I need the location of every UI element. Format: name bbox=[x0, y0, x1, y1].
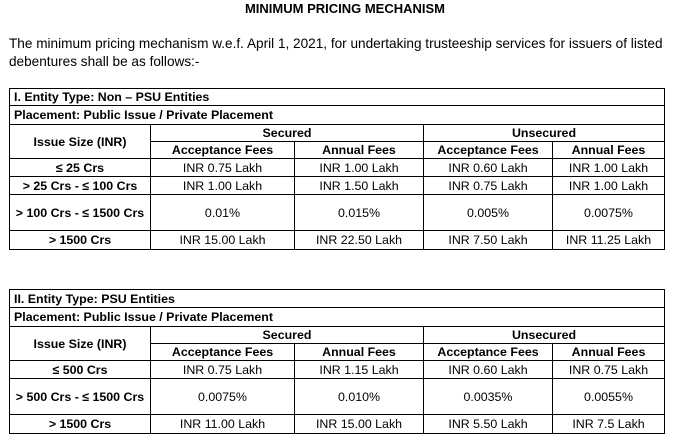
fee-cell: INR 0.75 Lakh bbox=[424, 177, 553, 195]
fee-cell: INR 1.00 Lakh bbox=[151, 177, 295, 195]
unsecured-header: Unsecured bbox=[424, 327, 665, 344]
unsecured-acceptance-fees-header: Acceptance Fees bbox=[424, 142, 553, 159]
fee-cell: INR 0.60 Lakh bbox=[424, 159, 553, 177]
fee-cell: INR 0.60 Lakh bbox=[424, 361, 553, 379]
psu-pricing-table bbox=[9, 289, 665, 434]
fee-cell: INR 11.25 Lakh bbox=[553, 231, 665, 250]
table-row bbox=[10, 159, 665, 177]
fee-cell: INR 0.75 Lakh bbox=[553, 361, 665, 379]
table-row bbox=[10, 361, 665, 379]
fee-cell: INR 22.50 Lakh bbox=[295, 231, 424, 250]
fee-cell: INR 1.15 Lakh bbox=[295, 361, 424, 379]
non-psu-pricing-table bbox=[9, 88, 665, 250]
issue-size-header: Issue Size (INR) bbox=[10, 327, 151, 361]
table-row bbox=[10, 379, 665, 415]
fee-cell: 0.015% bbox=[295, 195, 424, 231]
secured-acceptance-fees-header: Acceptance Fees bbox=[151, 142, 295, 159]
table-row bbox=[10, 195, 665, 231]
fee-cell: INR 1.50 Lakh bbox=[295, 177, 424, 195]
fee-cell: INR 0.75 Lakh bbox=[151, 361, 295, 379]
fee-cell: INR 7.5 Lakh bbox=[553, 415, 665, 434]
issue-size-cell: > 100 Crs - ≤ 1500 Crs bbox=[10, 195, 151, 231]
issue-size-cell: ≤ 500 Crs bbox=[10, 361, 151, 379]
secured-header: Secured bbox=[151, 327, 424, 344]
fee-cell: INR 11.00 Lakh bbox=[151, 415, 295, 434]
fee-cell: INR 1.00 Lakh bbox=[295, 159, 424, 177]
fee-cell: INR 7.50 Lakh bbox=[424, 231, 553, 250]
secured-annual-fees-header: Annual Fees bbox=[295, 344, 424, 361]
fee-cell: INR 15.00 Lakh bbox=[151, 231, 295, 250]
placement-label: Placement: Public Issue / Private Placement bbox=[10, 308, 665, 327]
issue-size-cell: > 1500 Crs bbox=[10, 231, 151, 250]
issue-size-cell: > 1500 Crs bbox=[10, 415, 151, 434]
table-row bbox=[10, 231, 665, 250]
issue-size-cell: > 500 Crs - ≤ 1500 Crs bbox=[10, 379, 151, 415]
fee-cell: 0.0035% bbox=[424, 379, 553, 415]
fee-cell: INR 15.00 Lakh bbox=[295, 415, 424, 434]
secured-header: Secured bbox=[151, 125, 424, 142]
fee-cell: 0.01% bbox=[151, 195, 295, 231]
entity-type-label: II. Entity Type: PSU Entities bbox=[10, 290, 665, 308]
fee-cell: 0.0075% bbox=[151, 379, 295, 415]
table-row bbox=[10, 415, 665, 434]
secured-acceptance-fees-header: Acceptance Fees bbox=[151, 344, 295, 361]
issue-size-header: Issue Size (INR) bbox=[10, 125, 151, 159]
secured-annual-fees-header: Annual Fees bbox=[295, 142, 424, 159]
fee-cell: INR 0.75 Lakh bbox=[151, 159, 295, 177]
entity-type-label: I. Entity Type: Non – PSU Entities bbox=[10, 89, 665, 106]
fee-cell: INR 1.00 Lakh bbox=[553, 177, 665, 195]
issue-size-cell: > 25 Crs - ≤ 100 Crs bbox=[10, 177, 151, 195]
fee-cell: 0.0075% bbox=[553, 195, 665, 231]
fee-cell: INR 5.50 Lakh bbox=[424, 415, 553, 434]
page-title: MINIMUM PRICING MECHANISM bbox=[244, 1, 446, 16]
placement-label: Placement: Public Issue / Private Placement bbox=[10, 106, 665, 125]
fee-cell: 0.005% bbox=[424, 195, 553, 231]
issue-size-cell: ≤ 25 Crs bbox=[10, 159, 151, 177]
table-row bbox=[10, 177, 665, 195]
unsecured-annual-fees-header: Annual Fees bbox=[553, 142, 665, 159]
unsecured-annual-fees-header: Annual Fees bbox=[553, 344, 665, 361]
unsecured-acceptance-fees-header: Acceptance Fees bbox=[424, 344, 553, 361]
intro-paragraph: The minimum pricing mechanism w.e.f. April 1, 2021, for undertaking trusteeship services for issuers of listed debentures shall be as follows:- bbox=[9, 36, 663, 69]
unsecured-header: Unsecured bbox=[424, 125, 665, 142]
fee-cell: INR 1.00 Lakh bbox=[553, 159, 665, 177]
fee-cell: 0.010% bbox=[295, 379, 424, 415]
fee-cell: 0.0055% bbox=[553, 379, 665, 415]
